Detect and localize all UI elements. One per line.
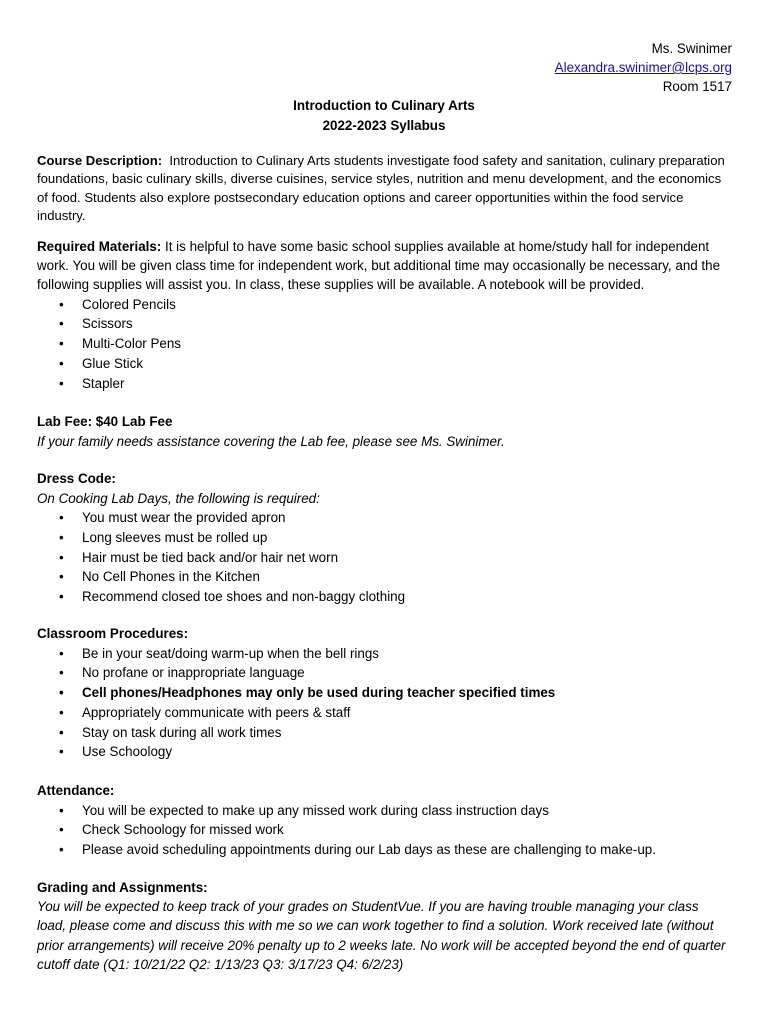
list-item: • Use Schoology [37,742,733,762]
syllabus-year: 2022-2023 Syllabus [322,117,446,133]
attendance-list [37,801,733,860]
materials-list [37,295,733,394]
required-materials-text: It is helpful to have some basic school supplies available at home/study hall for independent work. You will be given class time for independent work, but additional time may occasionally be necessary, and the following supplies will assist you. In class, these supplies will be available. A notebook will be provided. [37,239,721,293]
list-item: • Be in your seat/doing warm-up when the bell rings [37,644,733,664]
list-item: • Long sleeves must be rolled up [37,528,733,548]
document-title [0,96,768,135]
course-description-section [37,152,733,225]
attendance-label: Attendance: [37,783,115,798]
room-number: Room 1517 [662,79,732,94]
list-item: • Hair must be tied back and/or hair net worn [37,548,733,568]
teacher-name: Ms. Swinimer [651,41,732,56]
required-materials-label: Required Materials: [37,239,162,254]
list-item: • Glue Stick [37,354,733,374]
dress-code-section [37,469,733,607]
list-item: • You will be expected to make up any missed work during class instruction days [37,801,733,821]
list-item: • Colored Pencils [37,295,733,315]
list-item: • No profane or inappropriate language [37,663,733,683]
classroom-procedures-section [37,624,733,762]
classroom-procedures-label: Classroom Procedures: [37,626,189,641]
list-item: • No Cell Phones in the Kitchen [37,567,733,587]
attendance-section [37,781,733,860]
dress-code-label: Dress Code: [37,471,116,486]
required-materials-section [37,237,733,394]
list-item: • Check Schoology for missed work [37,820,733,840]
grading-label: Grading and Assignments: [37,880,208,895]
list-item: • Recommend closed toe shoes and non-baggy clothing [37,587,733,607]
course-title: Introduction to Culinary Arts [293,98,475,113]
list-item: • Scissors [37,314,733,334]
list-item: • Stay on task during all work times [37,723,733,743]
list-item: • Appropriately communicate with peers & staff [37,703,733,723]
grading-text: You will be expected to keep track of your grades on StudentVue. If you are having trouble managing your class load, please come and discuss this with me so we can work together to find a solution. Work received late (without prior arrangements) will receive 20% penalty up to 2 weeks late. No work will be accepted beyond the end of quarter cutoff date (Q1: 10/21/22 Q2: 1/13/23 Q3: 3/17/23 Q4: 6/2/23) [37,899,726,972]
lab-fee-label: Lab Fee: $40 Lab Fee [37,414,173,429]
lab-fee-note: If your family needs assistance covering the Lab fee, please see Ms. Swinimer. [37,433,505,449]
course-description-text: Introduction to Culinary Arts students investigate food safety and sanitation, culinary preparation foundations, basic culinary skills, diverse cuisines, service styles, nutrition and menu development, and the economics of food. Students also explore postsecondary education options and career opportunities within the food service industry. [37,153,725,223]
list-item: • Please avoid scheduling appointments during our Lab days as these are challenging to make-up. [37,840,733,860]
course-description-label: Course Description: [37,153,163,168]
list-item: • Stapler [37,374,733,394]
list-item: • Multi-Color Pens [37,334,733,354]
lab-fee-section [37,412,733,451]
grading-section [37,878,727,974]
dress-code-intro: On Cooking Lab Days, the following is required: [37,490,320,506]
procedures-list [37,644,733,763]
teacher-email-link[interactable]: Alexandra.swinimer@lcps.org [554,60,732,75]
teacher-contact-block [555,39,732,96]
list-item: • You must wear the provided apron [37,508,733,528]
list-item: • Cell phones/Headphones may only be used during teacher specified times [37,683,733,703]
dress-code-list [37,508,733,607]
